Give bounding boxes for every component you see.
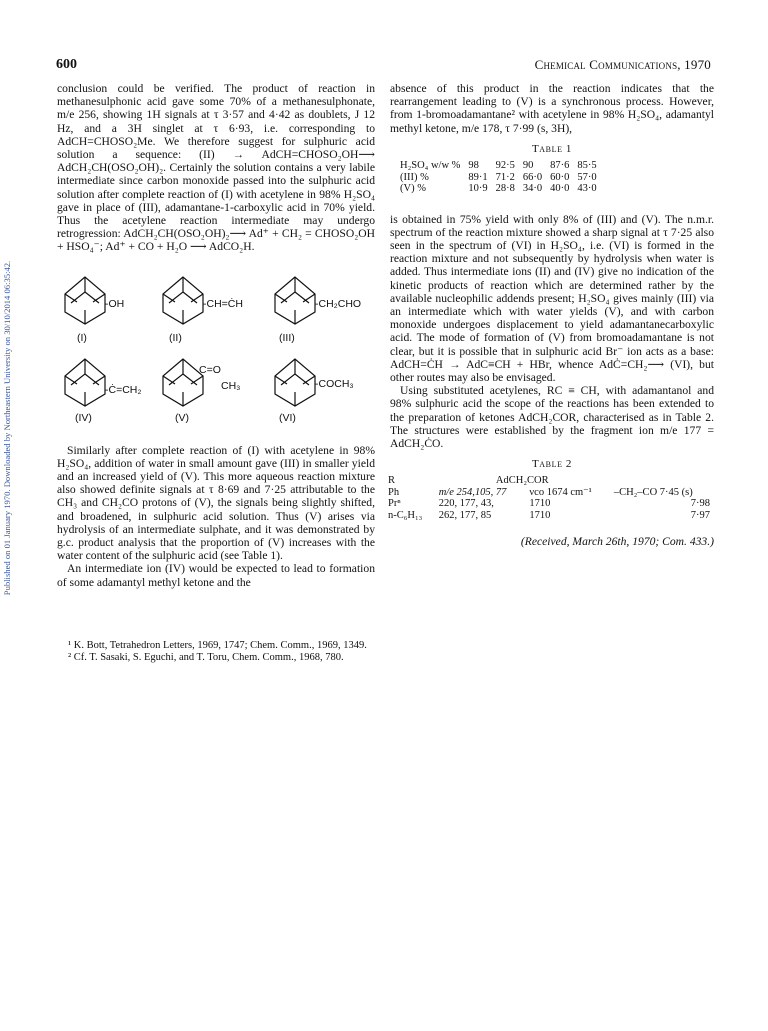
compound-number: (I) bbox=[77, 331, 87, 344]
table-row bbox=[384, 510, 714, 522]
structures-figure bbox=[57, 272, 375, 422]
substituent-label: -CH=ĊH bbox=[203, 297, 243, 310]
table-row bbox=[384, 498, 714, 510]
table-cell: 7·98 bbox=[690, 498, 710, 510]
table-cell bbox=[610, 475, 714, 487]
substituent-label: -CH₂CHO bbox=[315, 297, 362, 310]
publication-sidebar bbox=[2, 208, 16, 648]
substituent-label: -Ċ=CH₂ bbox=[105, 383, 142, 396]
table1 bbox=[396, 160, 601, 195]
sidebar-text: Published on 01 January 1970. Downloaded by Northeastern University on 30/10/2014 06:35:42. bbox=[2, 260, 12, 596]
table-cell: 1710 bbox=[529, 509, 551, 521]
table-row bbox=[396, 183, 601, 195]
paragraph: absence of this product in the reaction indicates that the rearrangement leading to (V) is a synchronous process. However, from 1-bromoadamantane² with acetylene in 98% H₂SO₄, adamantyl methyl ketone, m/e 178, τ 7·99 (s, 3H), bbox=[390, 82, 714, 135]
paragraph: An intermediate ion (IV) would be expected to lead to formation of some adamantyl methyl ketone and the bbox=[57, 562, 375, 589]
table-cell: 34·0 bbox=[522, 183, 543, 195]
table2 bbox=[384, 475, 714, 521]
table-cell: νco 1674 cm⁻¹ bbox=[529, 486, 592, 498]
table-cell: Prⁿ bbox=[388, 498, 401, 510]
table-cell: 43·0 bbox=[577, 183, 597, 195]
table-cell: 92·5 bbox=[495, 160, 515, 172]
table-row bbox=[396, 160, 601, 172]
table-cell: 57·0 bbox=[577, 171, 597, 183]
table-row bbox=[384, 475, 714, 487]
substituent-label-methyl: CH₃ bbox=[221, 379, 241, 392]
paragraph: Similarly after complete reaction of (I) with acetylene in 98% H₂SO₄, addition of water in small amount gave (III) in smaller yield and an increased yield of (V). This more aqueous reaction mixture also showed definite signals at τ 8·69 and 7·25 attributable to the CH₃ and CH₂CO protons of (V), the signals being slightly shifted, and broadened, in sulphuric acid solution. Thus (V) arises via hydrolysis of an intermediate sulphate, and it was demonstrated by g.c. product analysis that the proportion of (V) increases with the water content of the sulphuric acid (see Table 1). bbox=[57, 443, 375, 563]
right-column bbox=[390, 82, 714, 549]
table-cell: 220, 177, 43, bbox=[438, 498, 494, 510]
reference-item: ¹ K. Bott, Tetrahedron Letters, 1969, 1747; Chem. Comm., 1969, 1349. bbox=[68, 640, 367, 651]
table-cell: 262, 177, 85 bbox=[438, 509, 492, 521]
table2-caption: Table 2 bbox=[531, 458, 573, 471]
table-cell: 1710 bbox=[529, 498, 551, 510]
table-cell: 10·9 bbox=[468, 183, 488, 195]
table-cell: 98 bbox=[468, 160, 479, 172]
table-cell: 40·0 bbox=[550, 183, 570, 195]
table-cell: 28·8 bbox=[495, 183, 515, 195]
substituent-label: C=O bbox=[199, 363, 221, 376]
page-number: 600 bbox=[56, 57, 77, 72]
table-cell: AdCH₂COR bbox=[495, 475, 549, 487]
reference-item: ² Cf. T. Sasaki, S. Eguchi, and T. Toru, Chem. Comm., 1968, 780. bbox=[68, 652, 344, 664]
table-cell: n-C₆H₁₃ bbox=[388, 509, 423, 521]
paragraph: conclusion could be verified. The product of reaction in methanesulphonic acid gave some 70% of a methanesulphonate, m/e 256, showing 1H signals at τ 3·57 and 4·42 as doublets, J 12 Hz, and a 3H singlet at τ 6·93, i.e. corresponding to AdCH=CHOSO₂Me. We therefore suggest for sulphuric acid solution a sequence: (II) → AdCH=CHOSO₂OH⟶ AdCH₂CH(OSO₂OH)₂. Certainly the solution contains a very labile intermediate since carbon monoxide passed into the sulphuric acid solution after complete reaction of (I) with acetylene in 98% H₂SO₄ gave in place of (III), adamantane-1-carboxylic acid in 70% yield. Thus the acetylene reaction intermediate may undergo retrogression: AdCH₂CH(OSO₂OH)₂⟶ Ad⁺ + CH₂ = CHOSO₂OH + HSO₄⁻; Ad⁺ + CO + H₂O ⟶ AdCO₂H. bbox=[57, 82, 375, 254]
substituent-label: -OH bbox=[105, 297, 125, 310]
substituent-label: -COCH₃ bbox=[315, 377, 354, 390]
compound-number: (IV) bbox=[75, 411, 92, 424]
table-cell: 60·0 bbox=[550, 171, 570, 183]
references bbox=[68, 640, 428, 665]
table-row bbox=[396, 172, 601, 184]
table-cell: Ph bbox=[388, 486, 400, 498]
table-cell: 85·5 bbox=[577, 160, 597, 172]
table-cell: –CH₂–CO 7·45 (s) bbox=[613, 486, 693, 498]
table-cell: 89·1 bbox=[468, 171, 488, 183]
adamantane-structure-5 bbox=[155, 354, 225, 409]
compound-number: (VI) bbox=[279, 411, 296, 424]
paragraph: is obtained in 75% yield with only 8% of (III) and (V). The n.m.r. spectrum of the reaction mixture showed a sharp signal at τ 7·25 also seen in the spectrum of (VI) in H₂SO₄, i.e. (VI) is formed in the reaction mixture and not subsequently by hydrolysis when water is added. Thus intermediate ions (II) and (IV) give no indication of the kinetic products of reaction which are determined rather by the available nucleophilic addends present; H₂SO₄ gives mainly (III) via an intermediate which with water yields (V), and with carbon monoxide undergoes displacement to yield adamantanecarboxylic acid. The mode of formation of (V) from bromoadamantane is not clear, but it is possible that in sulphuric acid Br⁻ ion acts as a base: AdCH=ĊH → AdC≡CH + HBr, whence AdĊ=CH₂⟶ (VI), but other routes may also be envisaged. bbox=[390, 212, 714, 384]
table-cell: 71·2 bbox=[495, 171, 515, 183]
received-date: (Received, March 26th, 1970; Com. 433.) bbox=[520, 535, 714, 549]
table-cell: R bbox=[388, 475, 396, 487]
compound-number: (II) bbox=[169, 331, 182, 344]
left-column bbox=[57, 82, 375, 589]
table-cell: m/e 254,105, 77 bbox=[438, 486, 507, 498]
journal-header: Chemical Communications, 1970 bbox=[534, 57, 711, 72]
table-row bbox=[384, 487, 714, 499]
adamantane-structure-4 bbox=[57, 354, 127, 409]
table-cell: 66·0 bbox=[522, 171, 543, 183]
compound-number: (V) bbox=[175, 411, 189, 424]
table-cell: H₂SO₄ w/w % bbox=[400, 160, 461, 172]
table-cell: (V) % bbox=[400, 183, 426, 195]
table-cell: 87·6 bbox=[550, 160, 570, 172]
table-cell: 90 bbox=[522, 160, 534, 172]
paragraph: Using substituted acetylenes, RC ≡ CH, with adamantanol and 98% sulphuric acid the scope of the reactions has been extended to the preparation of ketones AdCH₂COR, characterised as in Table 2. The structures were established by the fragment ion m/e 177 = AdCH₂ĊO. bbox=[390, 384, 714, 450]
compound-number: (III) bbox=[279, 331, 295, 344]
table-cell: (III) % bbox=[400, 171, 429, 183]
table1-caption: Table 1 bbox=[531, 142, 573, 155]
table-cell: 7·97 bbox=[690, 509, 710, 521]
